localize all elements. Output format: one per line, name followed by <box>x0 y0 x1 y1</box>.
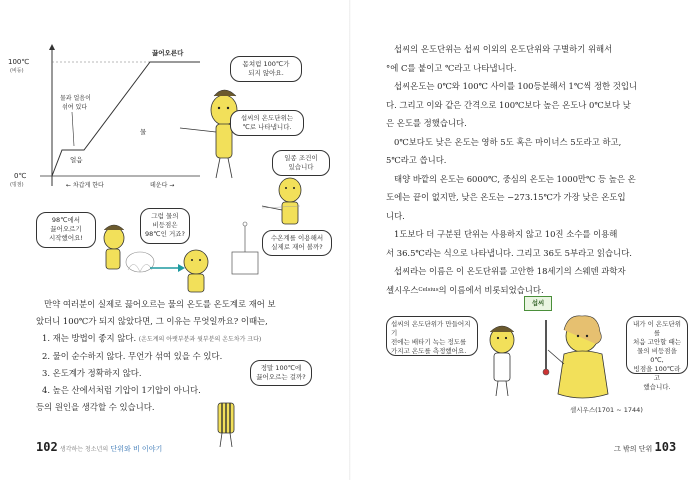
water-label: 물 <box>140 128 147 136</box>
para2-line2: 다. 그리고 이와 같은 간격으로 100℃보다 높은 온도나 0℃보다 낮 <box>386 99 631 110</box>
bubble-condition <box>272 150 330 176</box>
para2-line1: 섭씨온도는 0℃와 100℃ 사이를 100등분해서 1℃씩 정한 것입니 <box>394 81 638 91</box>
thermometer-icon <box>543 320 549 375</box>
bubble-celsius-invention-line5: 했습니다. <box>643 383 671 391</box>
bubble-boiled-98-line2: 끓어오르기 <box>50 225 82 233</box>
bubble-celsius-invention-line4: 빙점을 100℃라고 <box>633 365 681 382</box>
para6-line2-rest: 의 이름에서 비롯되었습니다. <box>438 284 544 295</box>
bubble-boiled-98 <box>36 212 96 248</box>
reason-item-1 <box>36 330 336 348</box>
axis-heat-label: 데운다 → <box>150 182 175 189</box>
boiling-label: 끓어오른다 <box>152 49 184 57</box>
para6-line1: 섭씨라는 이름은 이 온도단위를 고안한 18세기의 스웨덴 과학자 <box>394 266 626 276</box>
bubble-before-celsius-line3: 가지고 온도를 측정했어요. <box>391 347 467 355</box>
intro-line-1: 만약 여러분이 실제로 끓어오르는 물의 온도를 온도계로 재어 보 <box>44 299 276 309</box>
bubble-before-celsius-line1: 섭씨의 온도단위가 만들어지기 <box>391 320 471 337</box>
reason-item-2: 2. 물이 순수하지 않다. 무언가 섞여 있을 수 있다. <box>42 351 223 361</box>
para3-line1: 0℃보다도 낮은 온도는 영하 5도 혹은 마이너스 5도라고 하고, <box>394 136 622 147</box>
label-100c-sub: (비등) <box>10 68 24 74</box>
reason-item-1-note: (온도계의 아랫부분과 윗부분의 온도차가 크다) <box>138 336 262 343</box>
bubble-really-100c-line2: 끓어오르는 걸까? <box>256 373 306 381</box>
bubble-boiling-point-question <box>140 208 190 244</box>
bubble-measure-thermometer-line1: 수온계를 이용해서 <box>270 234 324 242</box>
label-0c-sub: (빙점) <box>10 182 24 188</box>
bubble-measure-thermometer <box>262 230 332 256</box>
para4-line1: 태양 바깥의 온도는 6000℃, 중심의 온도는 1000만℃ 등 높은 온 <box>394 173 636 184</box>
book-title: 단위와 비 이야기 <box>110 445 163 453</box>
bubble-not-100c <box>230 56 302 82</box>
ice-label: 얼음 <box>70 156 83 164</box>
para4-line2: 도에는 끝이 없지만, 낮은 온도는 −273.15℃가 가장 낮은 온도입 <box>386 192 626 202</box>
series-title: 생각하는 청소년의 <box>59 446 109 453</box>
label-100c: 100℃ <box>8 58 30 66</box>
bubble-boiling-point-question-line3: 98℃인 거죠? <box>145 230 185 238</box>
bubble-measure-thermometer-line2: 실제로 재어 볼까? <box>271 243 323 251</box>
bubble-celsius-invention-line2: 처음 고안할 때는 <box>632 338 682 346</box>
bubble-celsius-unit-line2: ℃로 나타냅니다. <box>242 123 292 131</box>
mix-label <box>60 94 93 111</box>
bubble-condition-line1: 일종 조건이 <box>284 154 318 162</box>
celsius-caption: 셀시우스(1701 ~ 1744) <box>570 406 643 414</box>
bubble-celsius-invention <box>626 316 688 391</box>
chapter-title: 그 밖의 단위 <box>614 445 653 453</box>
bubble-really-100c-line1: 정말 100℃에 <box>260 364 302 372</box>
bubble-boiled-98-line1: 98℃에서 <box>51 216 81 224</box>
celsius-box-title: 섭씨 <box>524 296 552 311</box>
bubble-boiling-point-question-line2: 비등점은 <box>152 221 178 229</box>
mix-label-line2: 섞여 있다 <box>62 104 88 111</box>
para3-line2: 5℃라고 씁니다. <box>386 155 447 165</box>
axis-cool-label: ← 차갑게 한다 <box>66 182 104 189</box>
right-page-number: 103 <box>654 440 677 454</box>
bubble-before-celsius-line2: 전에는 배타기 녹는 정도를 <box>391 338 467 346</box>
celsius-korean-name: 셀시우스 <box>386 284 419 295</box>
bubble-boiling-point-question-line1: 그럼 물의 <box>151 212 179 220</box>
bubble-celsius-unit-line1: 섭씨의 온도단위는 <box>240 114 294 122</box>
bubble-before-celsius <box>386 316 478 356</box>
right-page <box>350 0 700 480</box>
reason-item-3: 3. 온도계가 정확하지 않다. <box>42 368 142 378</box>
para5-line2: 서 36.5℃라는 식으로 나타냅니다. 그리고 36도 5부라고 읽습니다. <box>386 247 632 258</box>
bubble-not-100c-line1: 몸쳐럼 100℃가 <box>242 60 290 68</box>
bubble-celsius-invention-line3: 물의 비등점을 0℃, <box>637 347 677 364</box>
reason-item-4: 4. 높은 산에서처럼 기압이 1기압이 아니다. <box>42 385 201 395</box>
label-0c: 0℃ <box>14 172 27 180</box>
para4-line3: 니다. <box>386 210 405 221</box>
left-page-number: 102 <box>36 440 58 454</box>
celsius-latin-name: Celsius <box>418 286 439 293</box>
para1-line2: °에 C를 붙이고 ℃라고 나타냅니다. <box>386 62 517 73</box>
para5-line1: 1도보다 더 구분된 단위는 사용하지 않고 10진 소수를 이용해 <box>394 229 618 239</box>
mix-label-line1: 물과 얼음이 <box>60 95 91 102</box>
bubble-boiled-98-line3: 시작했어요! <box>48 234 83 242</box>
scientist-figure <box>180 90 237 178</box>
kid-with-probe-figure <box>262 178 301 224</box>
para2-line3: 은 온도를 정했습니다. <box>386 118 467 128</box>
left-folio <box>36 440 162 454</box>
kid-figure <box>490 326 514 396</box>
bubble-condition-line2: 있습니다 <box>288 163 314 171</box>
right-folio <box>614 440 676 454</box>
right-body-text <box>386 40 686 299</box>
bubble-celsius-invention-line1: 내가 이 온도단위를 <box>632 320 682 337</box>
left-body-text <box>36 296 336 416</box>
intro-line-2: 았더니 100℃가 되지 않았다면, 그 이유는 무엇일까요? 이때는, <box>36 316 268 326</box>
para1-line1: 섭씨의 온도단위는 섭씨 이외의 온도단위와 구별하기 위해서 <box>394 44 613 54</box>
bubble-not-100c-line2: 되지 않아요. <box>248 69 284 77</box>
reason-item-1-text: 1. 재는 방법이 좋지 않다. <box>42 333 137 343</box>
celsius-scientist-figure <box>548 316 608 398</box>
closing-line: 등의 원인을 생각할 수 있습니다. <box>36 402 155 412</box>
bubble-celsius-unit <box>230 110 304 136</box>
